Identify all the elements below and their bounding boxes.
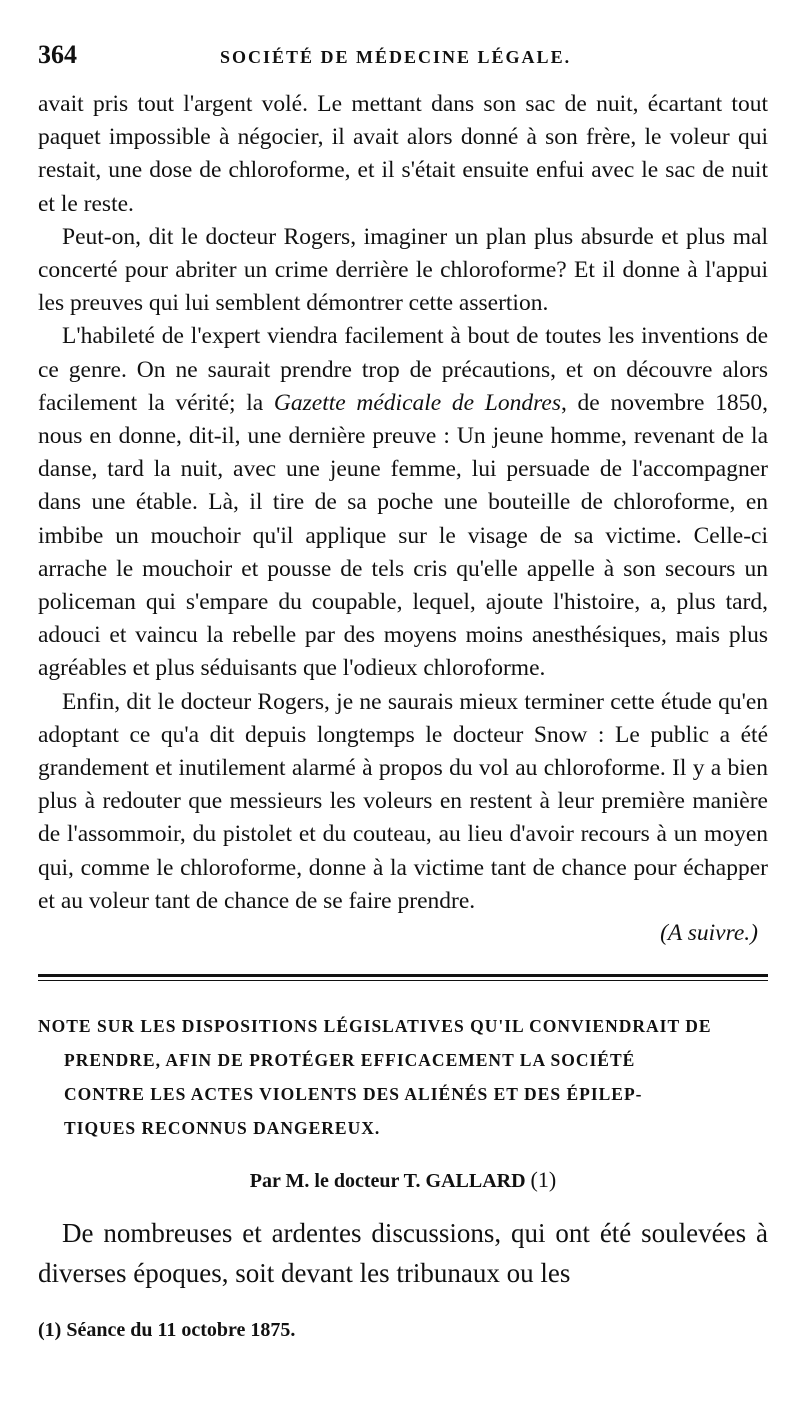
footnote: (1) Séance du 11 octobre 1875.: [38, 1319, 296, 1342]
paragraph-4: Enfin, dit le docteur Rogers, je ne saurais mieux terminer cette étude qu'en adoptant ce qu'a dit depuis longtemps le docteur Snow : Le public a été grandement et inutilement alarmé à propos du vol au chloroforme. Il y a bien plus à redouter que messieurs les voleurs en restent à leur première manière de l'assommoir, du pistolet et du couteau, au lieu d'avoir recours à un moyen qui, comme le chloroforme, donne à la victime tant de chance pour échapper et au voleur tant de chance de se faire prendre.: [38, 688, 768, 914]
running-title: SOCIÉTÉ DE MÉDECINE LÉGALE.: [220, 47, 572, 67]
paragraph-3: [38, 320, 768, 685]
note-title-line-3: CONTRE LES ACTES VIOLENTS DES ALIÉNÉS ET DES ÉPILEP-: [64, 1084, 643, 1105]
to-follow-text: (A suivre.): [660, 920, 758, 947]
note-intro-paragraph: De nombreuses et ardentes discussions, qui ont été soulevées à diverses époques, soit devant les tribunaux ou les: [38, 1218, 768, 1289]
paragraph-1: avait pris tout l'argent volé. Le mettant dans son sac de nuit, écartant tout paquet impossible à négocier, il avait alors donné à son frère, le voleur qui restait, une dose de chloroforme, et il s'était ensuite enfui avec le sac de nuit et le reste.: [38, 91, 768, 217]
paragraph-3-start: L'habileté de l'expert viendra facilement à bout de toutes les inventions de ce genre. On ne saurait prendre trop de précautions, et on découvre alors facilement la vérité; la: [38, 323, 768, 416]
page-number: 364: [38, 40, 77, 69]
paragraph-2: Peut-on, dit le docteur Rogers, imaginer un plan plus absurde et plus mal concerté pour abriter un crime derrière le chloroforme? Et il donne à l'appui les preuves qui lui semblent démontrer cette assertion.: [38, 223, 768, 317]
note-title: [38, 1009, 768, 1145]
journal-title: Gazette médicale de Londres: [273, 389, 561, 416]
footnote-reference: (1): [530, 1167, 557, 1193]
author-name: Par M. le docteur T. GALLARD: [249, 1170, 526, 1193]
body-text: [38, 88, 768, 918]
to-follow-note: [38, 920, 768, 960]
note-title-line-2: PRENDRE, AFIN DE PROTÉGER EFFICACEMENT LA SOCIÉTÉ: [64, 1050, 636, 1071]
section-divider: [38, 974, 768, 981]
running-head: [38, 40, 768, 80]
note-title-line-1: NOTE SUR LES DISPOSITIONS LÉGISLATIVES QU'IL CONVIENDRAIT DE: [38, 1016, 712, 1037]
note-title-line-4: TIQUES RECONNUS DANGEREUX.: [64, 1118, 381, 1139]
author-line: [38, 1167, 768, 1193]
paragraph-3-end: , de novembre 1850, nous en donne, dit-il, une dernière preuve : Un jeune homme, revenant de la danse, tard la nuit, avec une jeune femme, lui persuade de l'accompagner dans une étable. Là, il tire de sa poche une bouteille de chloroforme, en imbibe un mouchoir qu'il applique sur le visage de sa victime. Celle-ci arrache le mouchoir et pousse de tels cris qu'elle appelle à son secours un policeman qui s'empare du coupable, lequel, ajoute l'histoire, a, plus tard, adouci et vaincu la rebelle par des moyens moins anesthésiques, mais plus agréables et plus séduisants que l'odieux chloroforme.: [38, 389, 768, 682]
